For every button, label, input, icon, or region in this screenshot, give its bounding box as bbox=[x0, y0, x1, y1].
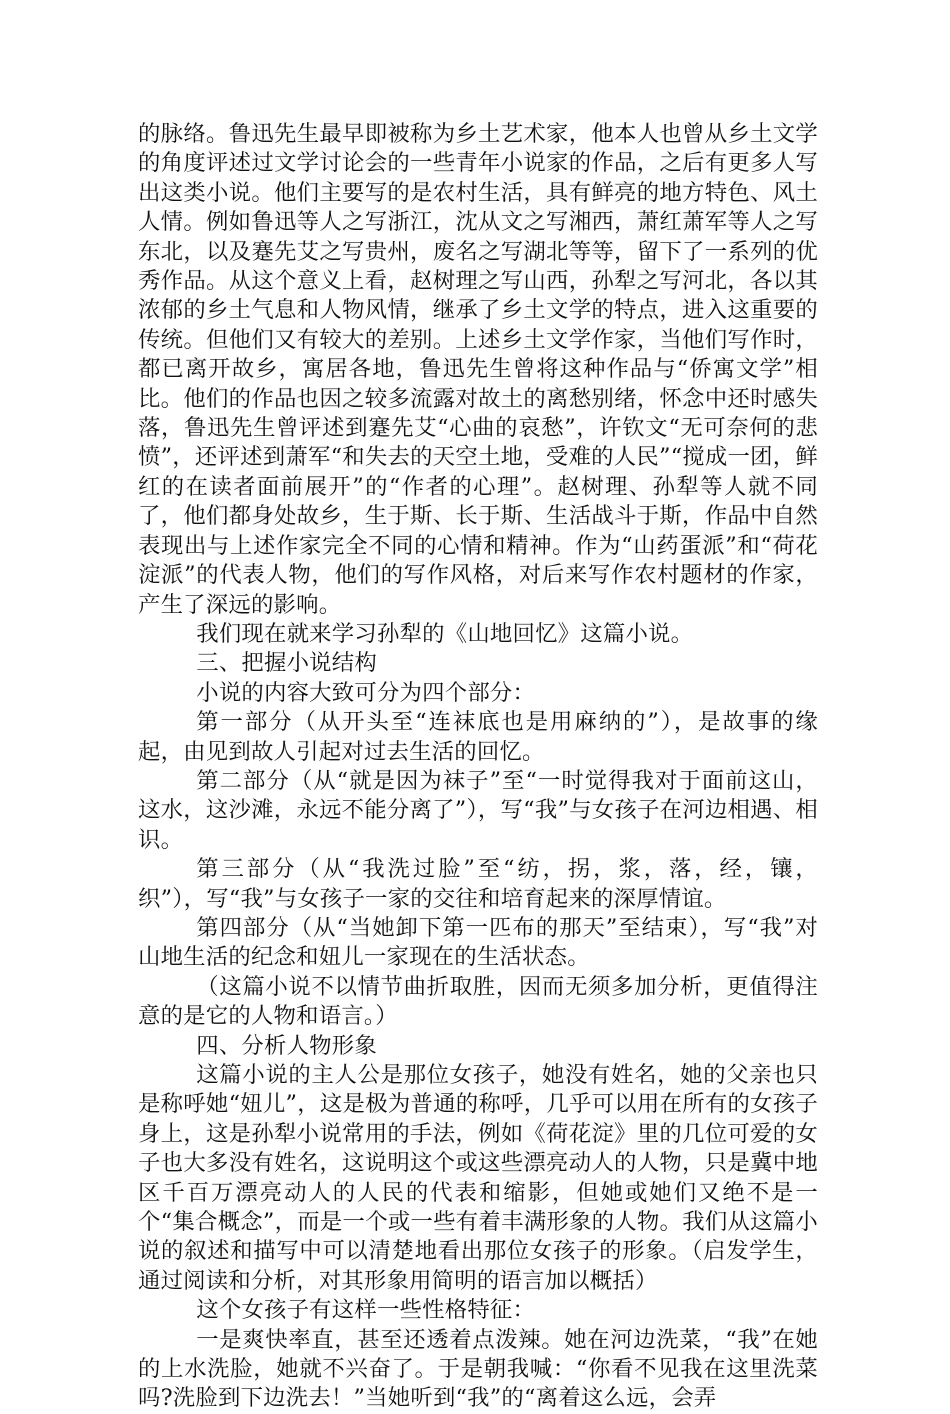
paragraph-part-two: 第二部分（从“就是因为袜子”至“一时觉得我对于面前这山，这水，这沙滩，永远不能分离了”），写“我”与女孩子在河边相遇、相识。 bbox=[138, 767, 818, 853]
document-page bbox=[138, 120, 818, 1414]
paragraph-structure-intro: 小说的内容大致可分为四个部分： bbox=[196, 679, 536, 706]
paragraph-study-intro: 我们现在就来学习孙犁的《山地回忆》这篇小说。 bbox=[196, 620, 694, 647]
section-heading-structure: 三、把握小说结构 bbox=[196, 650, 377, 677]
paragraph-part-three: 第三部分（从“我洗过脸”至“纺，拐，浆，落，经，镶，织”），写“我”与女孩子一家的交往和培育起来的深厚情谊。 bbox=[138, 856, 818, 912]
paragraph-part-one: 第一部分（从开头至“连袜底也是用麻纳的”），是故事的缘起，由见到故人引起对过去生活的回忆。 bbox=[138, 709, 818, 765]
paragraph-trait-one: 一是爽快率直，甚至还透着点泼辣。她在河边洗菜，“我”在她的上水洗脸，她就不兴奋了。于是朝我喊：“你看不见我在这里洗菜吗?洗脸到下边洗去！”当她听到“我”的“离着这么远，会弄 bbox=[138, 1326, 818, 1412]
paragraph-note: （这篇小说不以情节曲折取胜，因而无须多加分析，更值得注意的是它的人物和语言。） bbox=[138, 973, 818, 1030]
paragraph-protagonist: 这篇小说的主人公是那位女孩子，她没有姓名，她的父亲也只是称呼她“妞儿”，这是极为普通的称呼，几乎可以用在所有的女孩子身上，这是孙犁小说常用的手法，例如《荷花淀》里的几位可爱的女子也大多没有姓名，这说明这个或这些漂亮动人的人物，只是冀中地区千百万漂亮动人的人民的代表和缩影，但她或她们又绝不是一个“集合概念”，而是一个或一些有着丰满形象的人物。我们从这篇小说的叙述和描写中可以清楚地看出那位女孩子的形象。（启发学生，通过阅读和分析，对其形象用简明的语言加以概括） bbox=[138, 1062, 818, 1294]
paragraph-part-four: 第四部分（从“当她卸下第一匹布的那天”至结束），写“我”对山地生活的纪念和妞儿一家现在的生活状态。 bbox=[138, 914, 818, 971]
paragraph-traits-intro: 这个女孩子有这样一些性格特征： bbox=[196, 1297, 536, 1324]
paragraph-literary-context: 的脉络。鲁迅先生最早即被称为乡土艺术家，他本人也曾从乡土文学的角度评述过文学讨论会的一些青年小说家的作品，之后有更多人写出这类小说。他们主要写的是农村生活，具有鲜亮的地方特色、风土人情。例如鲁迅等人之写浙江，沈从文之写湘西，萧红萧军等人之写东北，以及蹇先艾之写贵州，废名之写湖北等等，留下了一系列的优秀作品。从这个意义上看，赵树理之写山西，孙犁之写河北，各以其浓郁的乡土气息和人物风情，继承了乡土文学的特点，进入这重要的传统。但他们又有较大的差别。上述乡土文学作家，当他们写作时，都已离开故乡，寓居各地，鲁迅先生曾将这种作品与“侨寓文学”相比。他们的作品也因之较多流露对故土的离愁别绪，怀念中还时感失落，鲁迅先生曾评述到蹇先艾“心曲的哀愁”，许钦文“无可奈何的悲愤”，还评述到萧军“和失去的天空土地，受难的人民”“搅成一团，鲜红的在读者面前展开”的“作者的心理”。赵树理、孙犁等人就不同了，他们都身处故乡，生于斯、长于斯、生活战斗于斯，作品中自然表现出与上述作家完全不同的心情和精神。作为“山药蛋派”和“荷花淀派”的代表人物，他们的写作风格，对后来写作农村题材的作家，产生了深远的影响。 bbox=[138, 121, 818, 618]
section-heading-characters: 四、分析人物形象 bbox=[196, 1032, 377, 1059]
